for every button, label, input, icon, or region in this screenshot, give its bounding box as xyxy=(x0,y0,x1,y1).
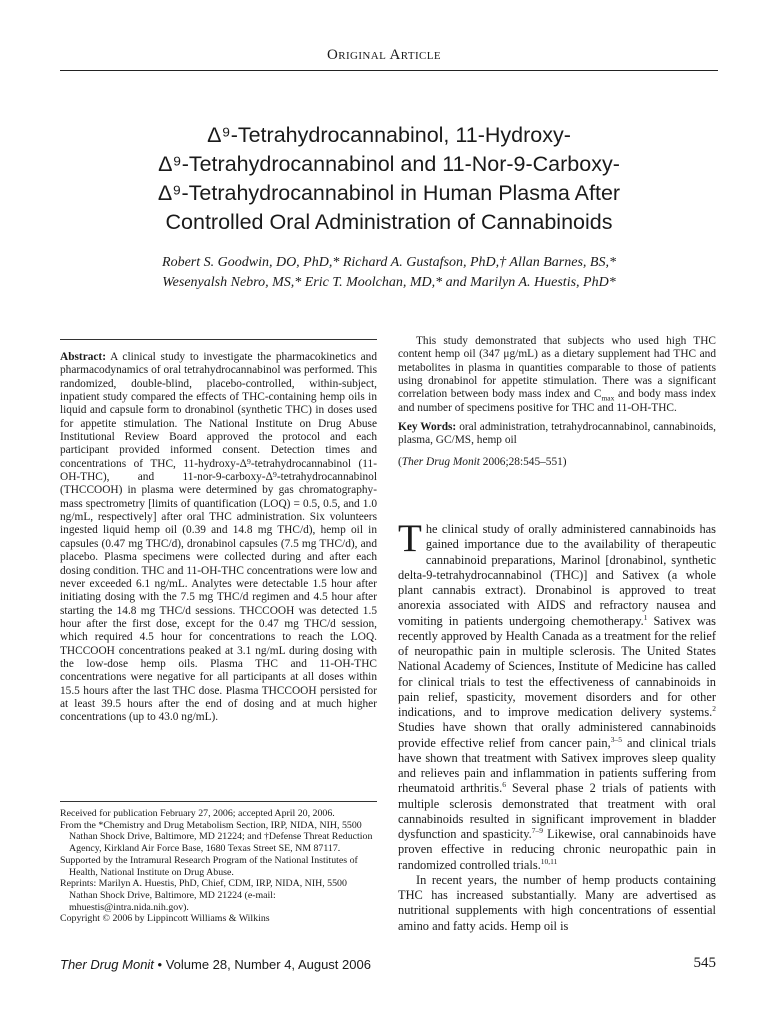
title-line: Δ⁹-Tetrahydrocannabinol in Human Plasma After xyxy=(157,181,621,205)
reference-marker: 1 xyxy=(643,612,648,622)
footnotes xyxy=(60,808,377,925)
abstract-rule xyxy=(60,339,377,340)
footnote-rule xyxy=(60,801,377,802)
footnote-copyright: Copyright © 2006 by Lippincott Williams & Wilkins xyxy=(60,913,270,925)
citation: (Ther Drug Monit 2006;28:545–551) xyxy=(398,455,567,468)
abstract-text: A clinical study to investigate the pharmacokinetics and pharmacodynamics of oral tetrahydrocannabinol was performed. This randomized, double-blind, placebo-controlled, within-subject, inpatient study compared the effects of THC-containing hemp oils in liquid and capsule form to dronabinol (synthetic THC) in doses used for appetite stimulation. The National Institute on Drug Abuse Institutional Review Board approved the protocol and each participant provided informed consent. Detection times and concentrations of THC, 11-hydroxy-Δ⁹-tetrahydrocannabinol (11-OH-THC), and 11-nor-9-carboxy-Δ⁹-tetrahydrocannabinol (THCCOOH) in plasma were determined by gas chromatography-mass spectrometry [limits of quantification (LOQ) = 0.5, 0.5, and 1.0 ng/mL, respectively] after oral THC administration. Six volunteers ingested liquid hemp oil (0.39 and 14.8 mg THC/d), hemp oil in capsules (0.47 mg THC/d), dronabinol capsules (7.5 mg THC/d), and placebo. Plasma specimens were collected during and after each dosing condition. THC and 11-OH-THC concentrations were low and never exceeded 6.1 ng/mL. Analytes were detectable 1.5 hour after initiating dosing with the 7.5 mg THC/d regimen and 4.5 hour after starting the 14.8 mg THC/d sessions. THCCOOH was detected 1.5 hour after the first dose, except for the 0.47 mg THC/d session, which required 4.5 hour for concentrations to reach the LOQ. THCCOOH concentrations peaked at 3.1 ng/mL during dosing with the low-dose hemp oils. Plasma THC and 11-OH-THC concentrations were negative for all participants at all doses within 15.5 hours after the last THC dose. Plasma THCCOOH persisted for at least 39.5 hours after the end of dosing and at much higher concentrations (up to 43.0 ng/mL). xyxy=(60,351,377,724)
cmax-subscript: max xyxy=(601,393,615,403)
drop-cap: T xyxy=(398,517,422,560)
reference-marker: 2 xyxy=(712,703,716,713)
section-label: Original Article xyxy=(326,47,442,63)
reference-marker: 10,11 xyxy=(540,856,558,866)
footnote-support: Supported by the Intramural Research Program of the National Institutes of Health, National Institute on Drug Abuse. xyxy=(60,854,358,878)
keywords xyxy=(398,421,716,448)
title-line: Δ⁹-Tetrahydrocannabinol, 11-Hydroxy- xyxy=(207,123,571,147)
title-line: Controlled Oral Administration of Cannabinoids xyxy=(165,210,613,234)
body-text xyxy=(398,517,717,934)
title-line: Δ⁹-Tetrahydrocannabinol and 11-Nor-9-Carboxy- xyxy=(158,152,620,176)
footnote-received: Received for publication February 27, 2006; accepted April 20, 2006. xyxy=(60,808,335,819)
footer-journal-info xyxy=(60,957,371,972)
author-list xyxy=(60,253,718,293)
header-rule xyxy=(60,70,718,71)
abstract-label: Abstract: xyxy=(60,351,106,363)
page-number: 545 xyxy=(693,955,716,971)
abstract-continuation-block xyxy=(398,335,716,469)
footnote-reprints: Reprints: Marilyn A. Huestis, PhD, Chief, CDM, IRP, NIDA, NIH, 5500 Nathan Shock Drive, Baltimore, MD 21224 (e-mail: mhuestis@intra.nida.nih.gov). xyxy=(60,878,347,913)
abstract-continuation: This study demonstrated that subjects who used high THC content hemp oil (347 μg/mL) as a dietary supplement had THC and metabolites in plasma in quantities comparable to those of patients using dronabinol for appetite stimulation. There was a significant correlation between body mass index and $C_{max}$ and body mass index and number of specimens positive for THC and 11-OH-THC. xyxy=(398,335,716,414)
keywords-text: oral administration, tetrahydrocannabinol, cannabinoids, plasma, GC/MS, hemp oil xyxy=(398,421,716,447)
citation-details: 2006;28:545–551) xyxy=(479,455,567,468)
reference-marker: 6 xyxy=(502,780,506,790)
citation-journal: Ther Drug Monit xyxy=(401,455,480,468)
keywords-label: Key Words: xyxy=(398,421,457,434)
author-line: Wesenyalsh Nebro, MS,* Eric T. Moolchan, MD,* and Marilyn A. Huestis, PhD* xyxy=(162,275,616,290)
footer-journal-name: Ther Drug Monit xyxy=(60,957,154,972)
body-paragraph: In recent years, the number of hemp products containing THC has increased substantially. Many are advertised as nutritional supplements with high concentrations of essential amino and fatty acids. Hemp oil is xyxy=(398,872,716,933)
footnote-affiliations: From the *Chemistry and Drug Metabolism Section, IRP, NIDA, NIH, 5500 Nathan Shock Drive, Baltimore, MD 21224; and †Defense Threat Reduction Agency, Kirkland Air Force Base, 1680 Texas Street SE, NM 87117. xyxy=(60,819,373,855)
author-line: Robert S. Goodwin, DO, PhD,* Richard A. Gustafson, PhD,† Allan Barnes, BS,* xyxy=(162,255,616,270)
footer-volume: • Volume 28, Number 4, August 2006 xyxy=(153,957,371,972)
reference-marker: 3–5 xyxy=(610,734,622,744)
abstract xyxy=(60,351,377,725)
body-paragraph: The clinical study of orally administered cannabinoids has gained importance due to the availability of therapeutic cannabinoid preparations, Marinol [dronabinol, synthetic delta-9-tetrahydrocannabinol (THC)] and Sativex (a whole plant cannabis extract). Dronabinol is approved to treat anorexia associated with AIDS and refractory nausea and vomiting in patients undergoing chemotherapy.$^1$ Sativex was recently approved by Health Canada as a treatment for the relief of neuropathic pain in multiple sclerosis. The United States National Academy of Sciences, Institute of Medicine has called for clinical trials to test the effectiveness of cannabinoids in pain relief, spasticity, movement disorders and for other indications, and to improve medication delivery systems.$^2$ Studies have shown that orally administered cannabinoids provide effective relief from cancer pain,$^{3-5}$ and clinical trials have shown that treatment with Sativex improves sleep quality and relieves pain and inflammation in patients suffering from rheumatoid arthritis.$^6$ Several phase 2 trials of patients with multiple sclerosis demonstrated that treatment with oral cannabinoids resulted in significant improvement in bladder dysfunction and spasticity.$^{7-9}$ Likewise, oral cannabinoids have proven effective in reducing chronic neuropathic pain in randomized controlled trials.$^{10,11}$ xyxy=(398,517,717,872)
article-title xyxy=(60,121,718,237)
abstract-paragraph xyxy=(60,351,377,725)
reference-marker: 7–9 xyxy=(531,825,543,835)
